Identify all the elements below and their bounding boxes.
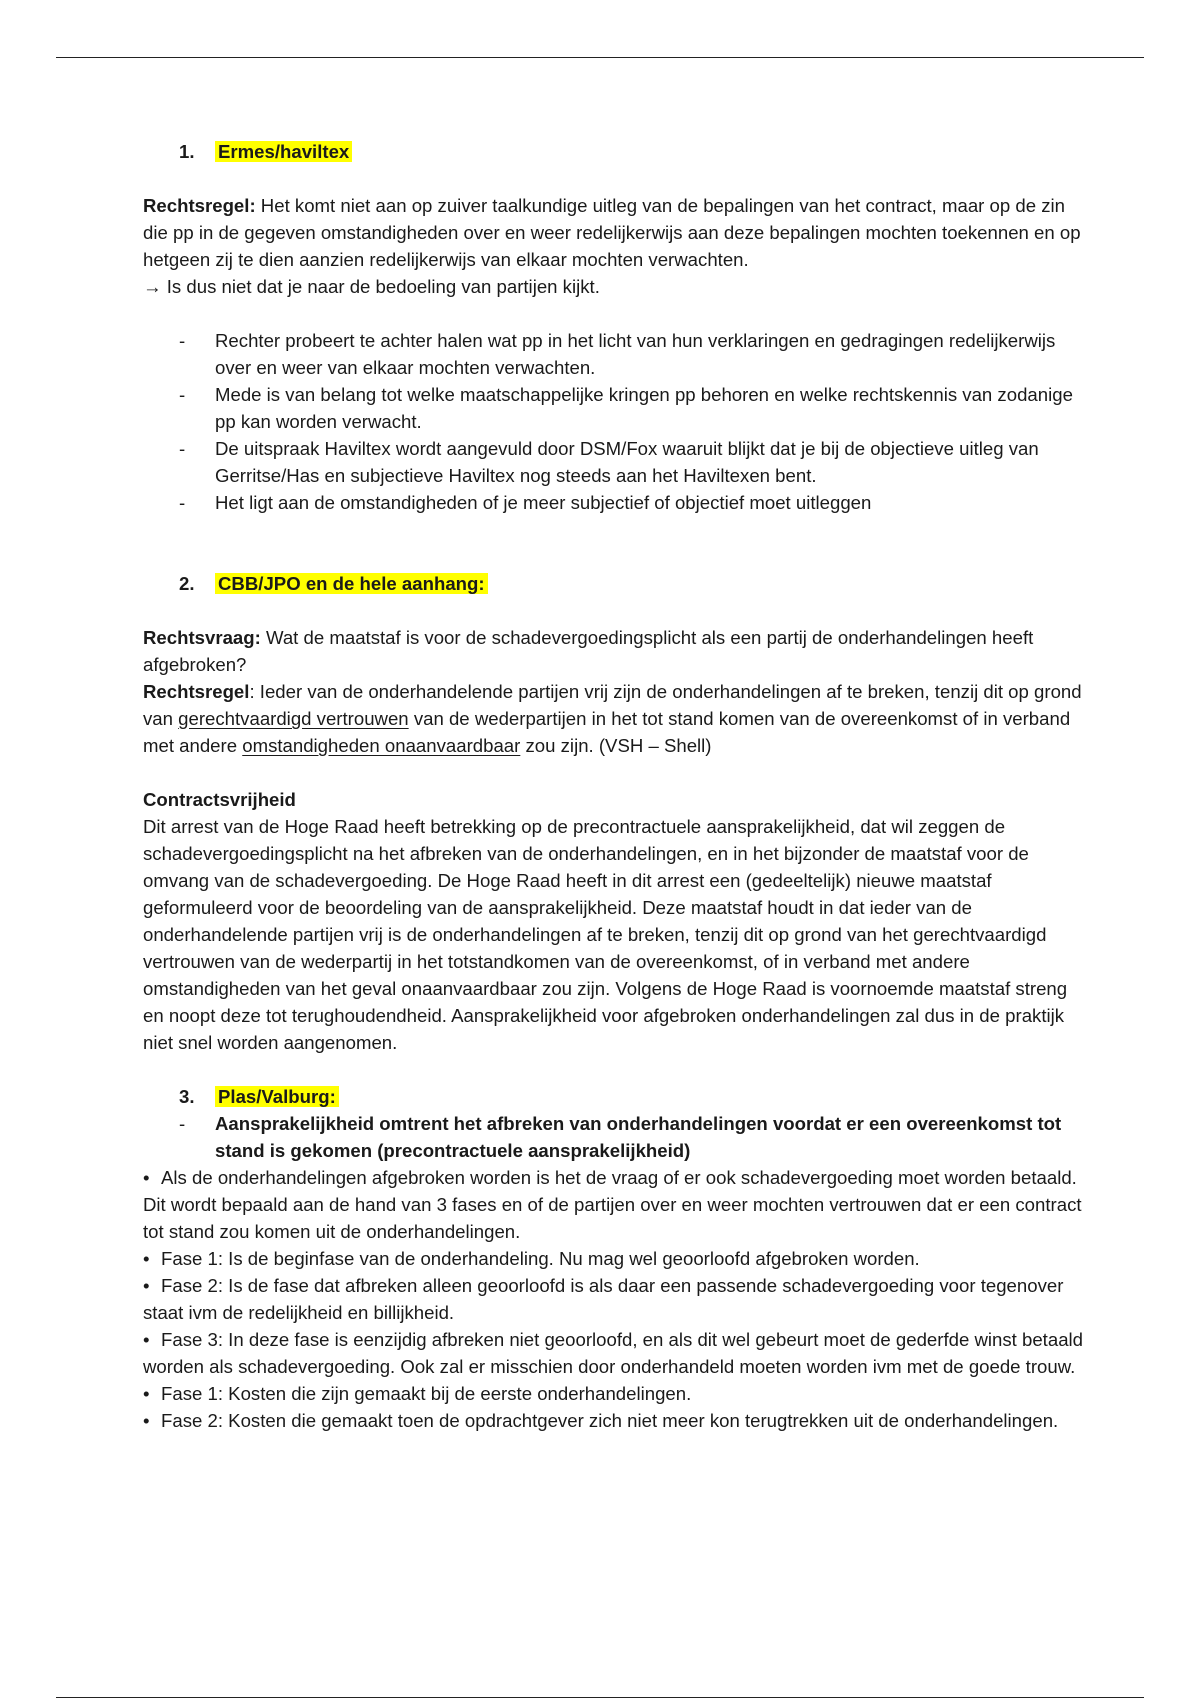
list-item: • Als de onderhandelingen afgebroken worden is het de vraag of er ook schadevergoeding moet worden betaald. Dit wordt bepaald aan de hand van 3 fases en of de partijen over en weer mochten vertrouwen dat er een contract tot stand zou komen uit de onderhandelingen. [143, 1164, 1083, 1245]
arrow-note [143, 273, 1083, 300]
underlined-term: gerechtvaardigd vertrouwen [178, 708, 409, 729]
section-3-heading [143, 1083, 1083, 1110]
bullet-icon: • [143, 1275, 150, 1296]
dash-list [143, 327, 1083, 516]
bullet-icon: • [143, 1329, 150, 1350]
dash-marker: - [179, 1113, 186, 1134]
arrow-text: Is dus niet dat je naar de bedoeling van partijen kijkt. [161, 276, 600, 297]
rule-text: Het komt niet aan op zuiver taalkundige uitleg van de bepalingen van het contract, maar op de zin die pp in de gegeven omstandigheden over en weer redelijkerwijs aan deze bepalingen mochten toekennen en op hetgeen zij te dien aanzien redelijkerwijs van elkaar mochten verwachten. [143, 195, 1081, 270]
bottom-rule [56, 1697, 1144, 1698]
underlined-term: omstandigheden onaanvaardbaar [242, 735, 521, 756]
list-item: • Fase 1: Kosten die zijn gemaakt bij de eerste onderhandelingen. [143, 1380, 1083, 1407]
question-label: Rechtsvraag: [143, 627, 261, 648]
dash-marker: - [179, 438, 186, 459]
bullet-icon: • [143, 1248, 150, 1269]
section-1-heading [143, 138, 1083, 165]
dash-marker: - [179, 330, 186, 351]
document-page [143, 138, 1083, 1434]
section-2-heading [143, 570, 1083, 597]
list-item: - De uitspraak Haviltex wordt aangevuld door DSM/Fox waaruit blijkt dat je bij de objectieve uitleg van Gerritse/Has en subjectieve Haviltex nog steeds aan het Haviltexen bent. [143, 435, 1083, 489]
section-number: 1. [179, 141, 195, 162]
list-item: • Fase 1: Is de beginfase van de onderhandeling. Nu mag wel geoorloofd afgebroken worden. [143, 1245, 1083, 1272]
sub-heading: Contractsvrijheid [143, 789, 296, 810]
dash-list [143, 1110, 1083, 1164]
dash-marker: - [179, 384, 186, 405]
list-item: • Fase 3: In deze fase is eenzijdig afbreken niet geoorloofd, en als dit wel gebeurt moet de gederfde winst betaald worden als schadevergoeding. Ook zal er misschien door onderhandeld moeten worden ivm met de goede trouw. [143, 1326, 1083, 1380]
rule-paragraph: Rechtsregel: Ieder van de onderhandelende partijen vrij zijn de onderhandelingen af te breken, tenzij dit op grond van gerechtvaardigd vertrouwen van de wederpartijen in het tot stand komen van de overeenkomst of in verband met andere omstandigheden onaanvaardbaar zou zijn. (VSH – Shell) [143, 681, 1082, 756]
list-item: - Het ligt aan de omstandigheden of je meer subjectief of objectief moet uitleggen [143, 489, 1083, 516]
rule-label: Rechtsregel [143, 681, 250, 702]
list-item: • Fase 2: Kosten die gemaakt toen de opdrachtgever zich niet meer kon terugtrekken uit de onderhandelingen. [143, 1407, 1083, 1434]
section-number: 2. [179, 573, 195, 594]
question-text: Wat de maatstaf is voor de schadevergoedingsplicht als een partij de onderhandelingen heeft afgebroken? [143, 627, 1034, 675]
rule-label: Rechtsregel: [143, 195, 256, 216]
question-paragraph [143, 624, 1083, 678]
bullet-icon: • [143, 1410, 150, 1431]
section-number: 3. [179, 1086, 195, 1107]
list-item: - Rechter probeert te achter halen wat pp in het licht van hun verklaringen en gedragingen redelijkerwijs over en weer van elkaar mochten verwachten. [143, 327, 1083, 381]
bullet-icon: • [143, 1167, 150, 1188]
section-title: CBB/JPO en de hele aanhang: [215, 573, 488, 594]
section-title: Plas/Valburg: [215, 1086, 339, 1107]
list-item: • Fase 2: Is de fase dat afbreken alleen geoorloofd is als daar een passende schadevergoeding voor tegenover staat ivm de redelijkheid en billijkheid. [143, 1272, 1083, 1326]
dash-marker: - [179, 492, 186, 513]
list-item: - Aansprakelijkheid omtrent het afbreken van onderhandelingen voordat er een overeenkomst tot stand is gekomen (precontractuele aansprakelijkheid) [143, 1110, 1083, 1164]
body-paragraph: Dit arrest van de Hoge Raad heeft betrekking op de precontractuele aansprakelijkheid, dat wil zeggen de schadevergoedingsplicht na het afbreken van de onderhandelingen, en in het bijzonder de maatstaf voor de omvang van de schadevergoeding. De Hoge Raad heeft in dit arrest een (gedeeltelijk) nieuwe maatstaf geformuleerd voor de beoordeling van de aansprakelijkheid. Deze maatstaf houdt in dat ieder van de onderhandelende partijen vrij is de onderhandelingen af te breken, tenzij dit op grond van het gerechtvaardigd vertrouwen van de wederpartij in het totstandkomen van de overeenkomst, of in verband met andere omstandigheden van het geval onaanvaardbaar zou zijn. Volgens de Hoge Raad is voornoemde maatstaf streng en noopt deze tot terughoudendheid. Aansprakelijkheid voor afgebroken onderhandelingen zal dus in de praktijk niet snel worden aangenomen. [143, 816, 1068, 1053]
bullet-list [143, 1164, 1083, 1434]
arrow-icon: → [143, 276, 162, 297]
top-rule [56, 57, 1144, 58]
rule-paragraph [143, 192, 1083, 273]
list-item: - Mede is van belang tot welke maatschappelijke kringen pp behoren en welke rechtskennis van zodanige pp kan worden verwacht. [143, 381, 1083, 435]
bullet-icon: • [143, 1383, 150, 1404]
section-title: Ermes/haviltex [215, 141, 352, 162]
